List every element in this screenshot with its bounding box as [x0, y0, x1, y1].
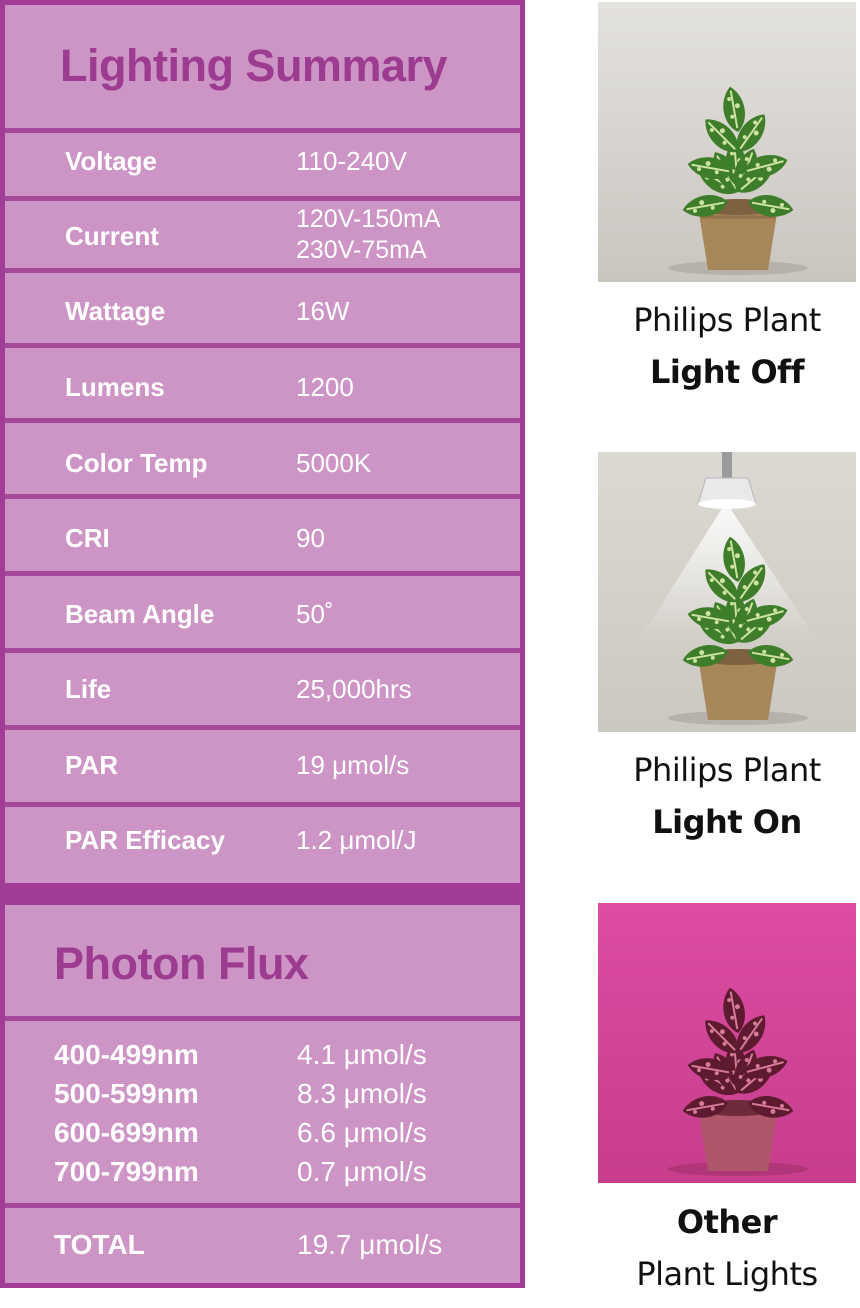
flux-band-value: 8.3 μmol/s	[297, 1078, 427, 1109]
spec-value-line: 120V-150mA	[296, 205, 441, 233]
caption-line: Light Off	[649, 353, 805, 391]
spec-value-line: 230V-75mA	[296, 236, 427, 264]
section-divider	[5, 883, 520, 905]
caption-line: Other	[676, 1203, 778, 1241]
spec-label: CRI	[65, 523, 110, 553]
caption-line: Plant Lights	[636, 1255, 818, 1293]
photon-flux-title: Photon Flux	[54, 938, 309, 989]
spec-value: 1.2 μmol/J	[296, 825, 417, 855]
flux-band-values	[297, 1035, 427, 1191]
total-label: TOTAL	[54, 1229, 145, 1260]
spec-label: Life	[65, 674, 112, 704]
spec-label: Voltage	[65, 146, 157, 176]
flux-band-label: 600-699nm	[54, 1117, 199, 1148]
spec-value	[296, 204, 441, 266]
spec-value: 16W	[296, 296, 350, 326]
caption-line: Philips Plant	[633, 301, 821, 339]
spec-value: 5000K	[296, 448, 372, 478]
flux-band-value: 6.6 μmol/s	[297, 1117, 427, 1148]
spec-label: PAR	[65, 750, 118, 780]
spec-label: Color Temp	[65, 448, 208, 478]
caption-light-on	[598, 744, 856, 848]
flux-band-label: 400-499nm	[54, 1039, 199, 1070]
spec-label: Current	[65, 221, 159, 251]
spec-value: 50˚	[296, 599, 334, 629]
plant-photo-light-on	[598, 452, 856, 732]
spec-label: PAR Efficacy	[65, 825, 225, 855]
flux-band-label: 500-599nm	[54, 1078, 199, 1109]
spec-value: 19 μmol/s	[296, 750, 410, 780]
caption-line: Philips Plant	[633, 751, 821, 789]
flux-band-labels	[54, 1035, 199, 1191]
plant-photo-other-lights	[598, 903, 856, 1183]
spec-value: 25,000hrs	[296, 674, 412, 704]
flux-band-value: 4.1 μmol/s	[297, 1039, 427, 1070]
plant-photo-light-off	[598, 2, 856, 282]
caption-light-off	[598, 294, 856, 398]
spec-value: 110-240V	[296, 146, 407, 176]
spec-value: 1200	[296, 372, 354, 402]
spec-label: Beam Angle	[65, 599, 215, 629]
caption-line: Light On	[652, 803, 802, 841]
caption-other-lights	[598, 1196, 856, 1300]
flux-band-label: 700-799nm	[54, 1156, 199, 1187]
total-value: 19.7 μmol/s	[297, 1229, 443, 1260]
spec-value: 90	[296, 523, 325, 553]
flux-band-value: 0.7 μmol/s	[297, 1156, 427, 1187]
lighting-summary-title: Lighting Summary	[60, 40, 448, 91]
spec-label: Wattage	[65, 296, 166, 326]
spec-label: Lumens	[65, 372, 165, 402]
